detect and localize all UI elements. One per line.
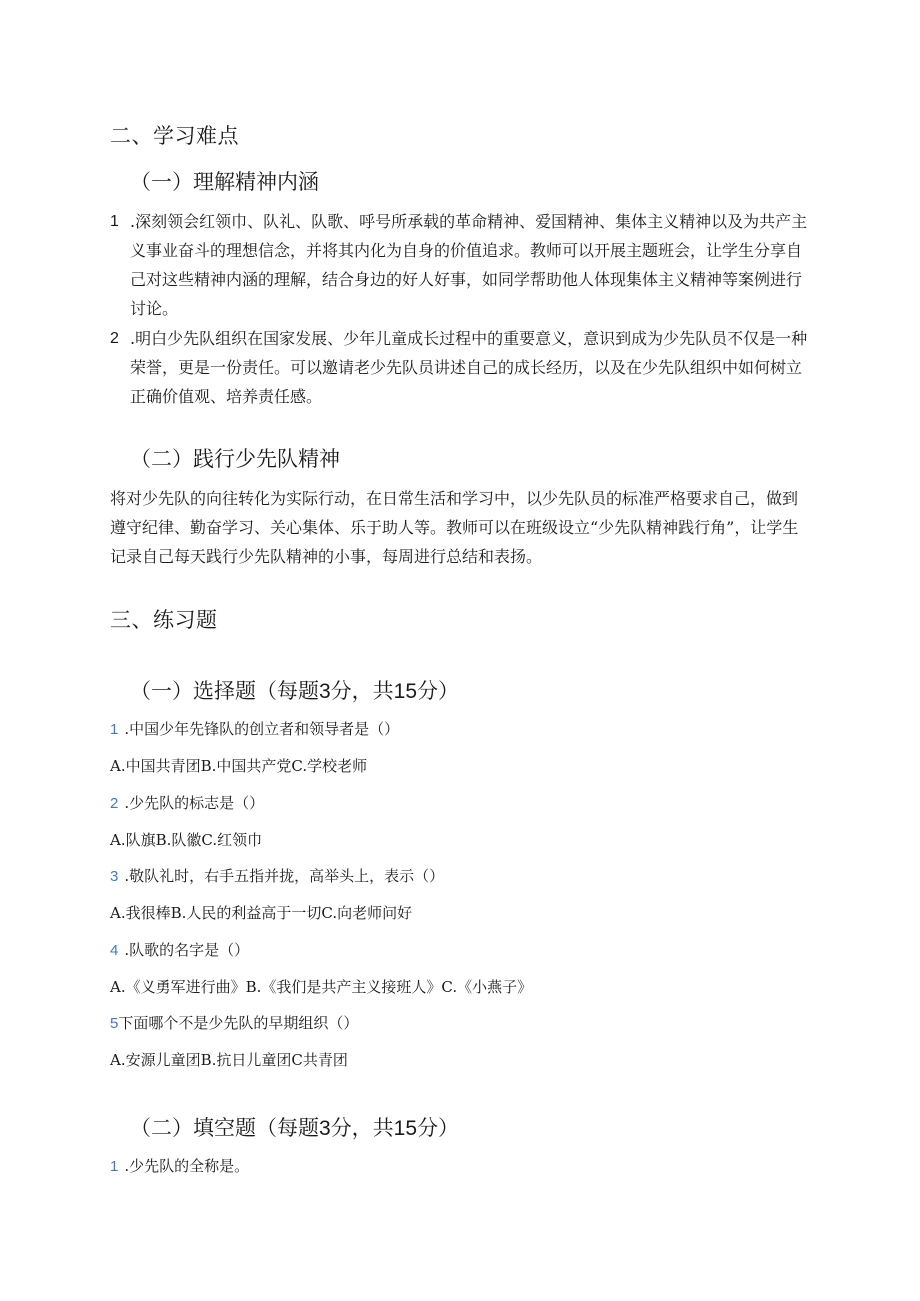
question-item [110,718,399,741]
item-text: .明白少先队组织在国家发展、少年儿童成长过程中的重要意义，意识到成为少先队员不仅是一种荣誉，更是一份责任。可以邀请老少先队员讲述自己的成长经历，以及在少先队组织中如何树立正确价值观、培养责任感。 [130,329,808,406]
question-text: .少先队的标志是（） [124,794,265,812]
question-options: A.中国共青团B.中国共产党C.学校老师 [110,757,368,775]
subheading-practice-spirit: （二）践行少先队精神 [130,448,340,471]
subheading-multiple-choice: （一）选择题（每题3分，共15分） [130,680,460,703]
question-options: A.安源儿童团B.抗日儿童团C共青团 [110,1051,348,1069]
item-number: 1 [110,213,119,230]
question-number: 2 [110,795,119,812]
question-text: .队歌的名字是（） [124,941,250,959]
question-text: .少先队的全称是。 [124,1157,250,1175]
question-text: .中国少年先锋队的创立者和领导者是（） [124,720,400,738]
question-number: 1 [110,1158,119,1175]
section-heading-exercises: 三、练习题 [110,609,218,632]
item-text: .深刻领会红领巾、队礼、队歌、呼号所承载的革命精神、爱国精神、集体主义精神以及为共产主义事业奋斗的理想信念，并将其内化为自身的价值追求。教师可以开展主题班会，让学生分享自己对这些精神内涵的理解，结合身边的好人好事，如同学帮助他人体现集体主义精神等案例进行讨论。 [130,212,808,318]
question-options: A.队旗B.队徽C.红领巾 [110,831,263,849]
question-options: A.《义勇军进行曲》B.《我们是共产主义接班人》C.《小燕子》 [110,978,533,996]
question-item [110,939,249,962]
question-number: 5 [110,1015,119,1032]
question-number: 1 [110,721,119,738]
item-number: 2 [110,330,119,347]
subheading-understand-spirit: （一）理解精神内涵 [130,171,319,194]
list-item [110,324,810,414]
question-item [110,1012,358,1035]
question-options: A.我很棒B.人民的利益高于一切C.向老师问好 [110,904,413,922]
list-item [110,207,810,327]
section-heading-difficulties: 二、学习难点 [110,125,239,148]
subheading-fill-in: （二）填空题（每题3分，共15分） [130,1117,460,1140]
question-item [110,865,444,888]
practice-paragraph: 将对少先队的向往转化为实际行动，在日常生活和学习中，以少先队员的标准严格要求自己，做到遵守纪律、勤奋学习、关心集体、乐于助人等。教师可以在班级设立“少先队精神践行角”，让学生记录自己每天践行少先队精神的小事，每周进行总结和表扬。 [110,489,799,566]
question-item [110,1155,249,1178]
question-text: 下面哪个不是少先队的早期组织（） [118,1014,359,1032]
question-text: .敬队礼时，右手五指并拢，高举头上，表示（） [124,867,445,885]
question-number: 4 [110,942,119,959]
question-item [110,792,264,815]
question-number: 3 [110,868,119,885]
